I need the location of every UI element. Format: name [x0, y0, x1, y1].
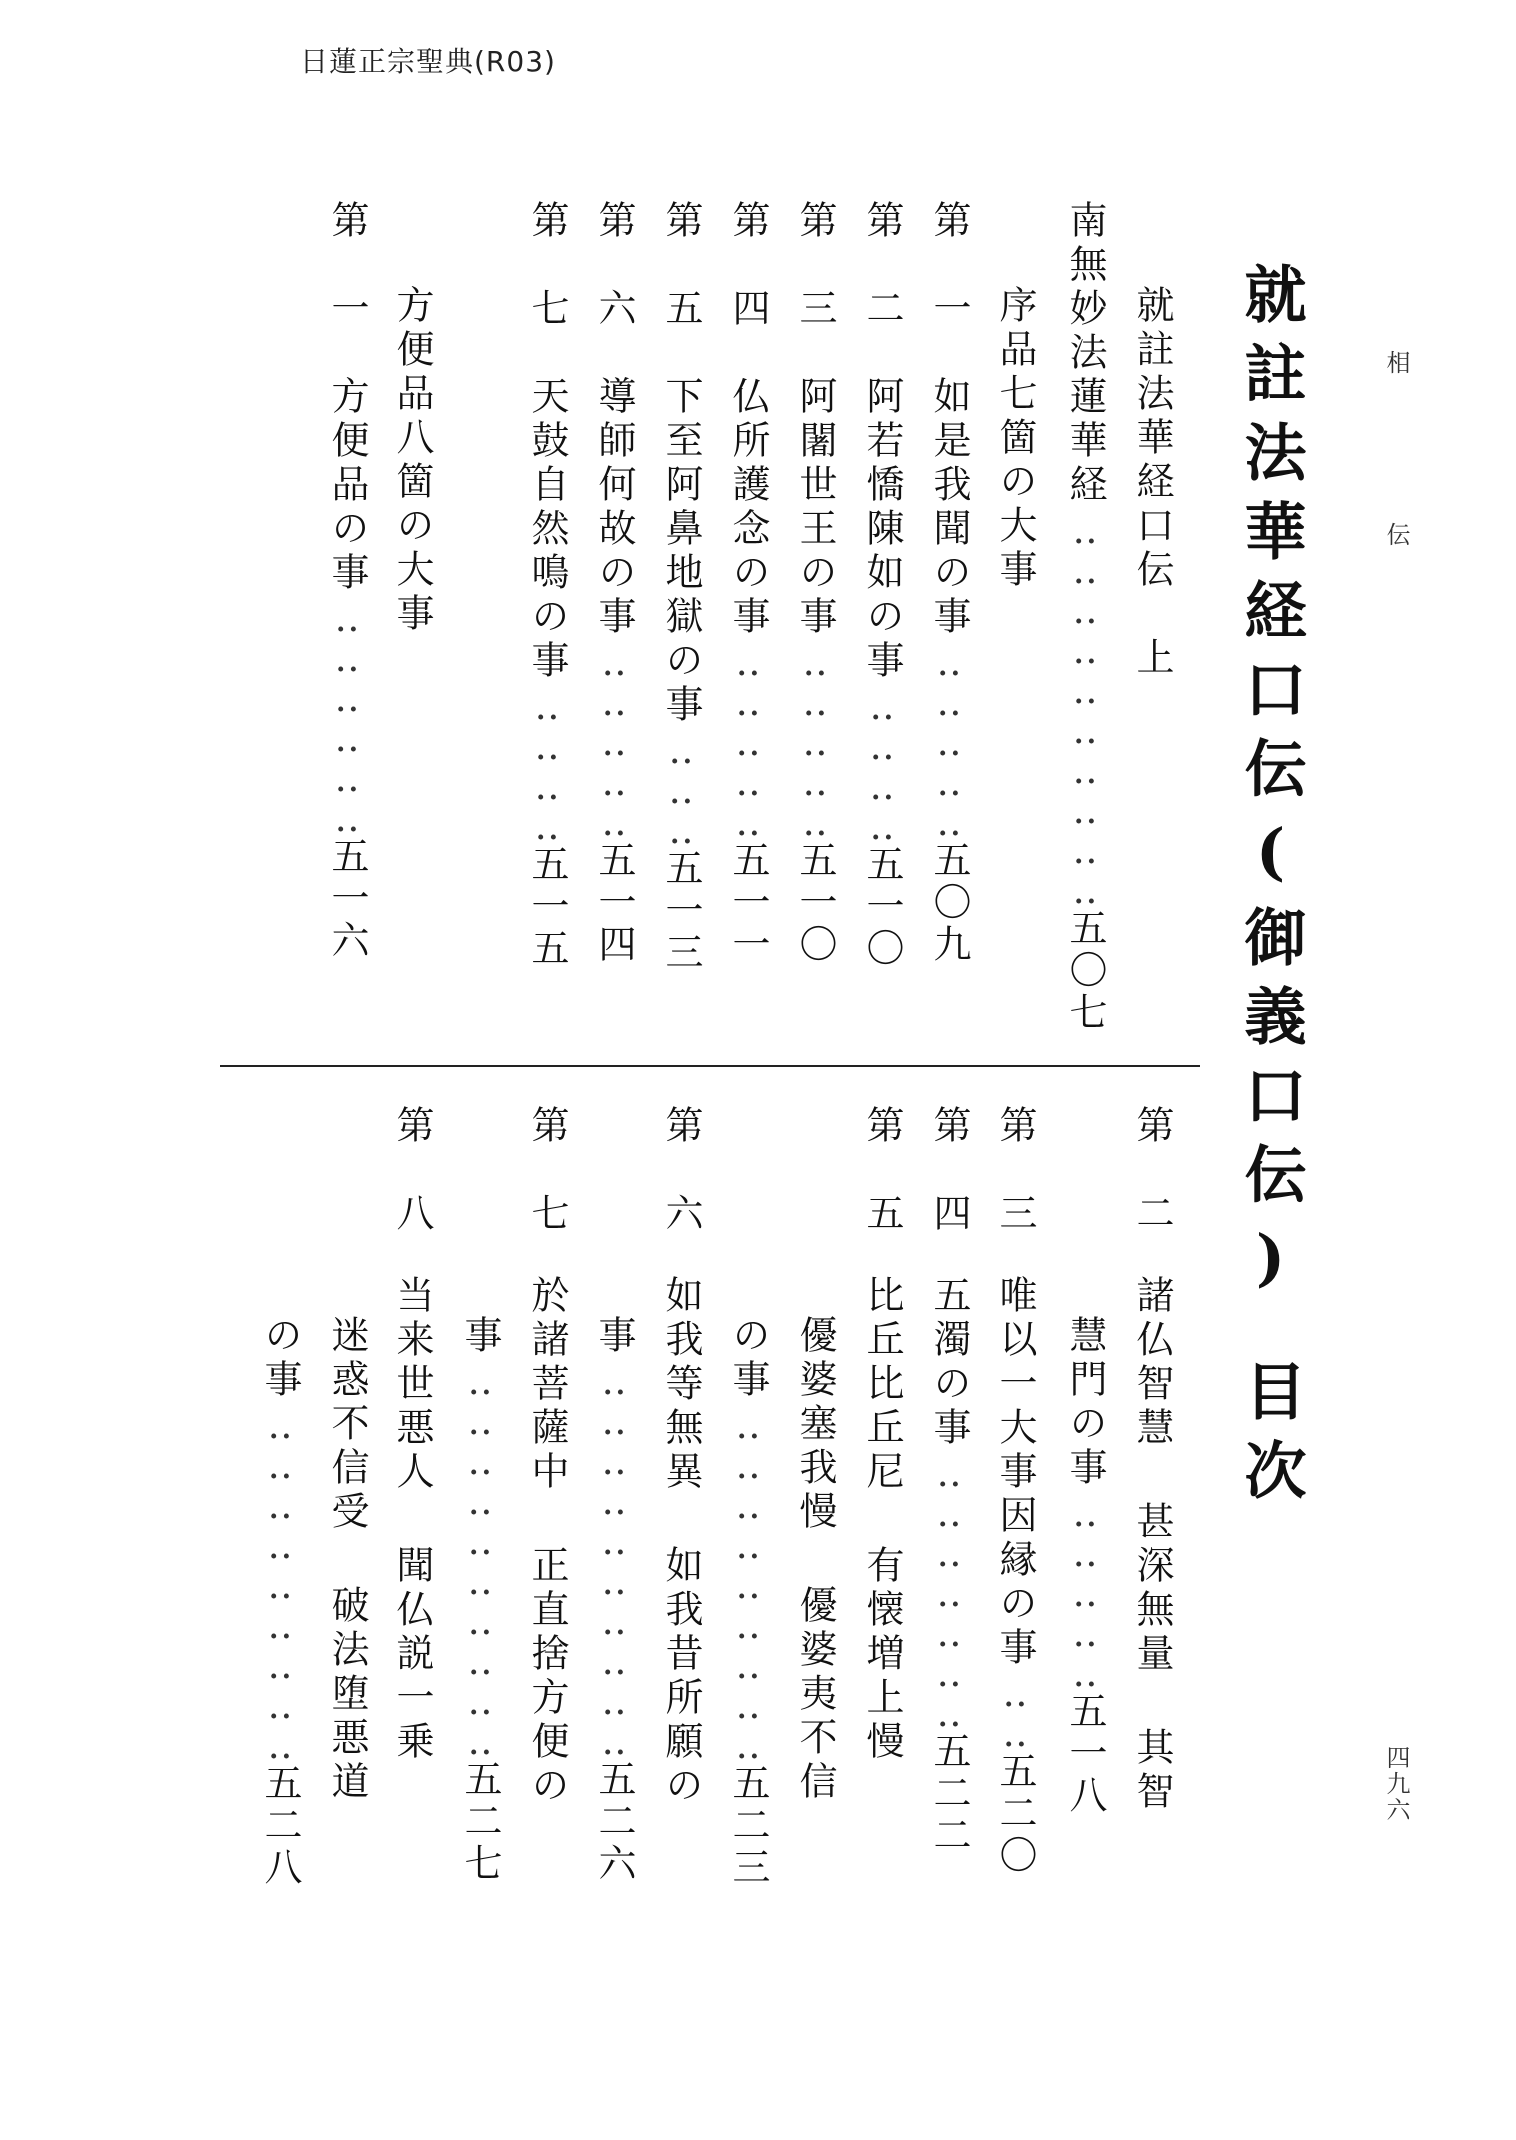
dot-leader: ‥‥‥‥‥‥ — [325, 596, 369, 836]
dot-leader: ‥‥‥‥‥‥‥‥‥‥ — [1063, 508, 1107, 908]
toc-entry[interactable] — [793, 200, 837, 966]
toc-page: 五二二 — [927, 1731, 971, 1857]
toc-number: 第 八 — [390, 1105, 434, 1237]
toc-page: 五一〇 — [793, 840, 837, 966]
toc-entry[interactable] — [325, 200, 369, 962]
toc-number: 第 一 — [325, 200, 369, 332]
toc-label: 導師何故の事 — [592, 376, 636, 640]
running-label: 相 伝 — [1382, 350, 1410, 606]
toc-label: の事 — [726, 1315, 770, 1403]
toc-page: 五二三 — [726, 1763, 770, 1889]
toc-label: 事 — [592, 1315, 636, 1359]
toc-number: 第 四 — [927, 1105, 971, 1237]
toc-entry-opening[interactable] — [1063, 200, 1107, 1034]
toc-label[interactable]: 優婆塞我慢 優婆夷不信 — [793, 1315, 837, 1805]
dot-leader: ‥‥‥‥‥‥‥‥‥‥ — [458, 1359, 502, 1759]
dot-leader: ‥‥‥‥‥ — [726, 640, 770, 840]
toc-number: 第 七 — [525, 200, 569, 332]
toc-label[interactable]: 於諸菩薩中 正直捨方便の — [525, 1275, 569, 1809]
toc-number: 第 六 — [592, 200, 636, 332]
toc-page: 五一一 — [726, 840, 770, 966]
toc-entry-continuation[interactable] — [592, 1315, 636, 1885]
toc-label: の事 — [258, 1315, 302, 1403]
toc-page: 五二八 — [258, 1763, 302, 1889]
dot-leader: ‥‥‥‥‥ — [793, 640, 837, 840]
toc-label[interactable]: 迷惑不信受 破法堕悪道 — [325, 1315, 369, 1805]
toc-label[interactable]: 比丘比丘尼 有懐増上慢 — [860, 1275, 904, 1765]
toc-label: 天鼓自然鳴の事 — [525, 376, 569, 684]
section-title: 就註法華経口伝 上 — [1130, 285, 1174, 681]
dot-leader: ‥‥‥‥‥ — [592, 640, 636, 840]
toc-label: 唯以一大事因縁の事 — [993, 1275, 1037, 1671]
toc-entry[interactable] — [993, 1275, 1037, 1877]
toc-label: 阿闍世王の事 — [793, 376, 837, 640]
page-title-suffix: 目次 — [1234, 1359, 1307, 1517]
toc-page: 五二〇 — [993, 1751, 1037, 1877]
toc-label: 仏所護念の事 — [726, 376, 770, 640]
toc-page: 五二六 — [592, 1759, 636, 1885]
toc-page: 五一五 — [525, 844, 569, 970]
toc-number: 第 三 — [993, 1105, 1037, 1237]
toc-entry-continuation[interactable] — [258, 1315, 302, 1889]
toc-page: 五一六 — [325, 836, 369, 962]
toc-page: 五〇九 — [927, 840, 971, 966]
toc-label: 方便品の事 — [325, 376, 369, 596]
dot-leader: ‥‥‥‥‥‥‥‥‥‥ — [592, 1359, 636, 1759]
section-divider — [220, 1065, 1200, 1067]
toc-label: 五濁の事 — [927, 1275, 971, 1451]
toc-number: 第 六 — [659, 1105, 703, 1237]
toc-page: 五一三 — [659, 848, 703, 974]
toc-label: 下至阿鼻地獄の事 — [659, 376, 703, 728]
dot-leader: ‥‥ — [993, 1671, 1037, 1751]
toc-entry[interactable] — [927, 1275, 971, 1857]
dot-leader: ‥‥‥‥ — [860, 684, 904, 844]
toc-page: 五一八 — [1063, 1691, 1107, 1817]
toc-label[interactable]: 如我等無異 如我昔所願の — [659, 1275, 703, 1809]
page-title-main: 就註法華経口伝(御義口伝) — [1234, 262, 1307, 1311]
dot-leader: ‥‥‥‥‥‥‥‥‥ — [726, 1403, 770, 1763]
toc-entry[interactable] — [659, 200, 703, 974]
toc-number: 第 二 — [1130, 1105, 1174, 1237]
toc-entry-continuation[interactable] — [1063, 1315, 1107, 1817]
toc-page: 五〇七 — [1063, 908, 1107, 1034]
toc-label[interactable]: 当来世悪人 聞仏説一乗 — [390, 1275, 434, 1765]
toc-page: 五一〇 — [860, 844, 904, 970]
page-number: 四九六 — [1382, 1745, 1410, 1823]
toc-label: 慧門の事 — [1063, 1315, 1107, 1491]
toc-label: 南無妙法蓮華経 — [1063, 200, 1107, 508]
toc-label: 阿若憍陳如の事 — [860, 376, 904, 684]
toc-entry-continuation[interactable] — [458, 1315, 502, 1885]
group-title-jobon: 序品七箇の大事 — [993, 285, 1037, 593]
toc-label: 如是我聞の事 — [927, 376, 971, 640]
toc-entry-continuation[interactable] — [726, 1315, 770, 1889]
dot-leader: ‥‥‥ — [659, 728, 703, 848]
toc-number: 第 七 — [525, 1105, 569, 1237]
dot-leader: ‥‥‥‥‥‥‥‥‥ — [258, 1403, 302, 1763]
dot-leader: ‥‥‥‥‥ — [1063, 1491, 1107, 1691]
toc-number: 第 四 — [726, 200, 770, 332]
group-title-hobenbon: 方便品八箇の大事 — [390, 285, 434, 637]
toc-label: 事 — [458, 1315, 502, 1359]
toc-number: 第 三 — [793, 200, 837, 332]
toc-number: 第 二 — [860, 200, 904, 332]
toc-number: 第 五 — [860, 1105, 904, 1237]
toc-entry[interactable] — [927, 200, 971, 966]
toc-entry[interactable] — [726, 200, 770, 966]
toc-number: 第 五 — [659, 200, 703, 332]
toc-entry[interactable] — [592, 200, 636, 966]
toc-number: 第 一 — [927, 200, 971, 332]
document-header: 日蓮正宗聖典(R03) — [300, 45, 556, 78]
dot-leader: ‥‥‥‥ — [525, 684, 569, 844]
toc-entry[interactable] — [525, 200, 569, 970]
page-title — [1234, 262, 1307, 1517]
toc-page: 五二七 — [458, 1759, 502, 1885]
toc-label[interactable]: 諸仏智慧 甚深無量 其智 — [1130, 1275, 1174, 1815]
toc-entry[interactable] — [860, 200, 904, 970]
dot-leader: ‥‥‥‥‥ — [927, 640, 971, 840]
toc-page: 五一四 — [592, 840, 636, 966]
dot-leader: ‥‥‥‥‥‥‥ — [927, 1451, 971, 1731]
